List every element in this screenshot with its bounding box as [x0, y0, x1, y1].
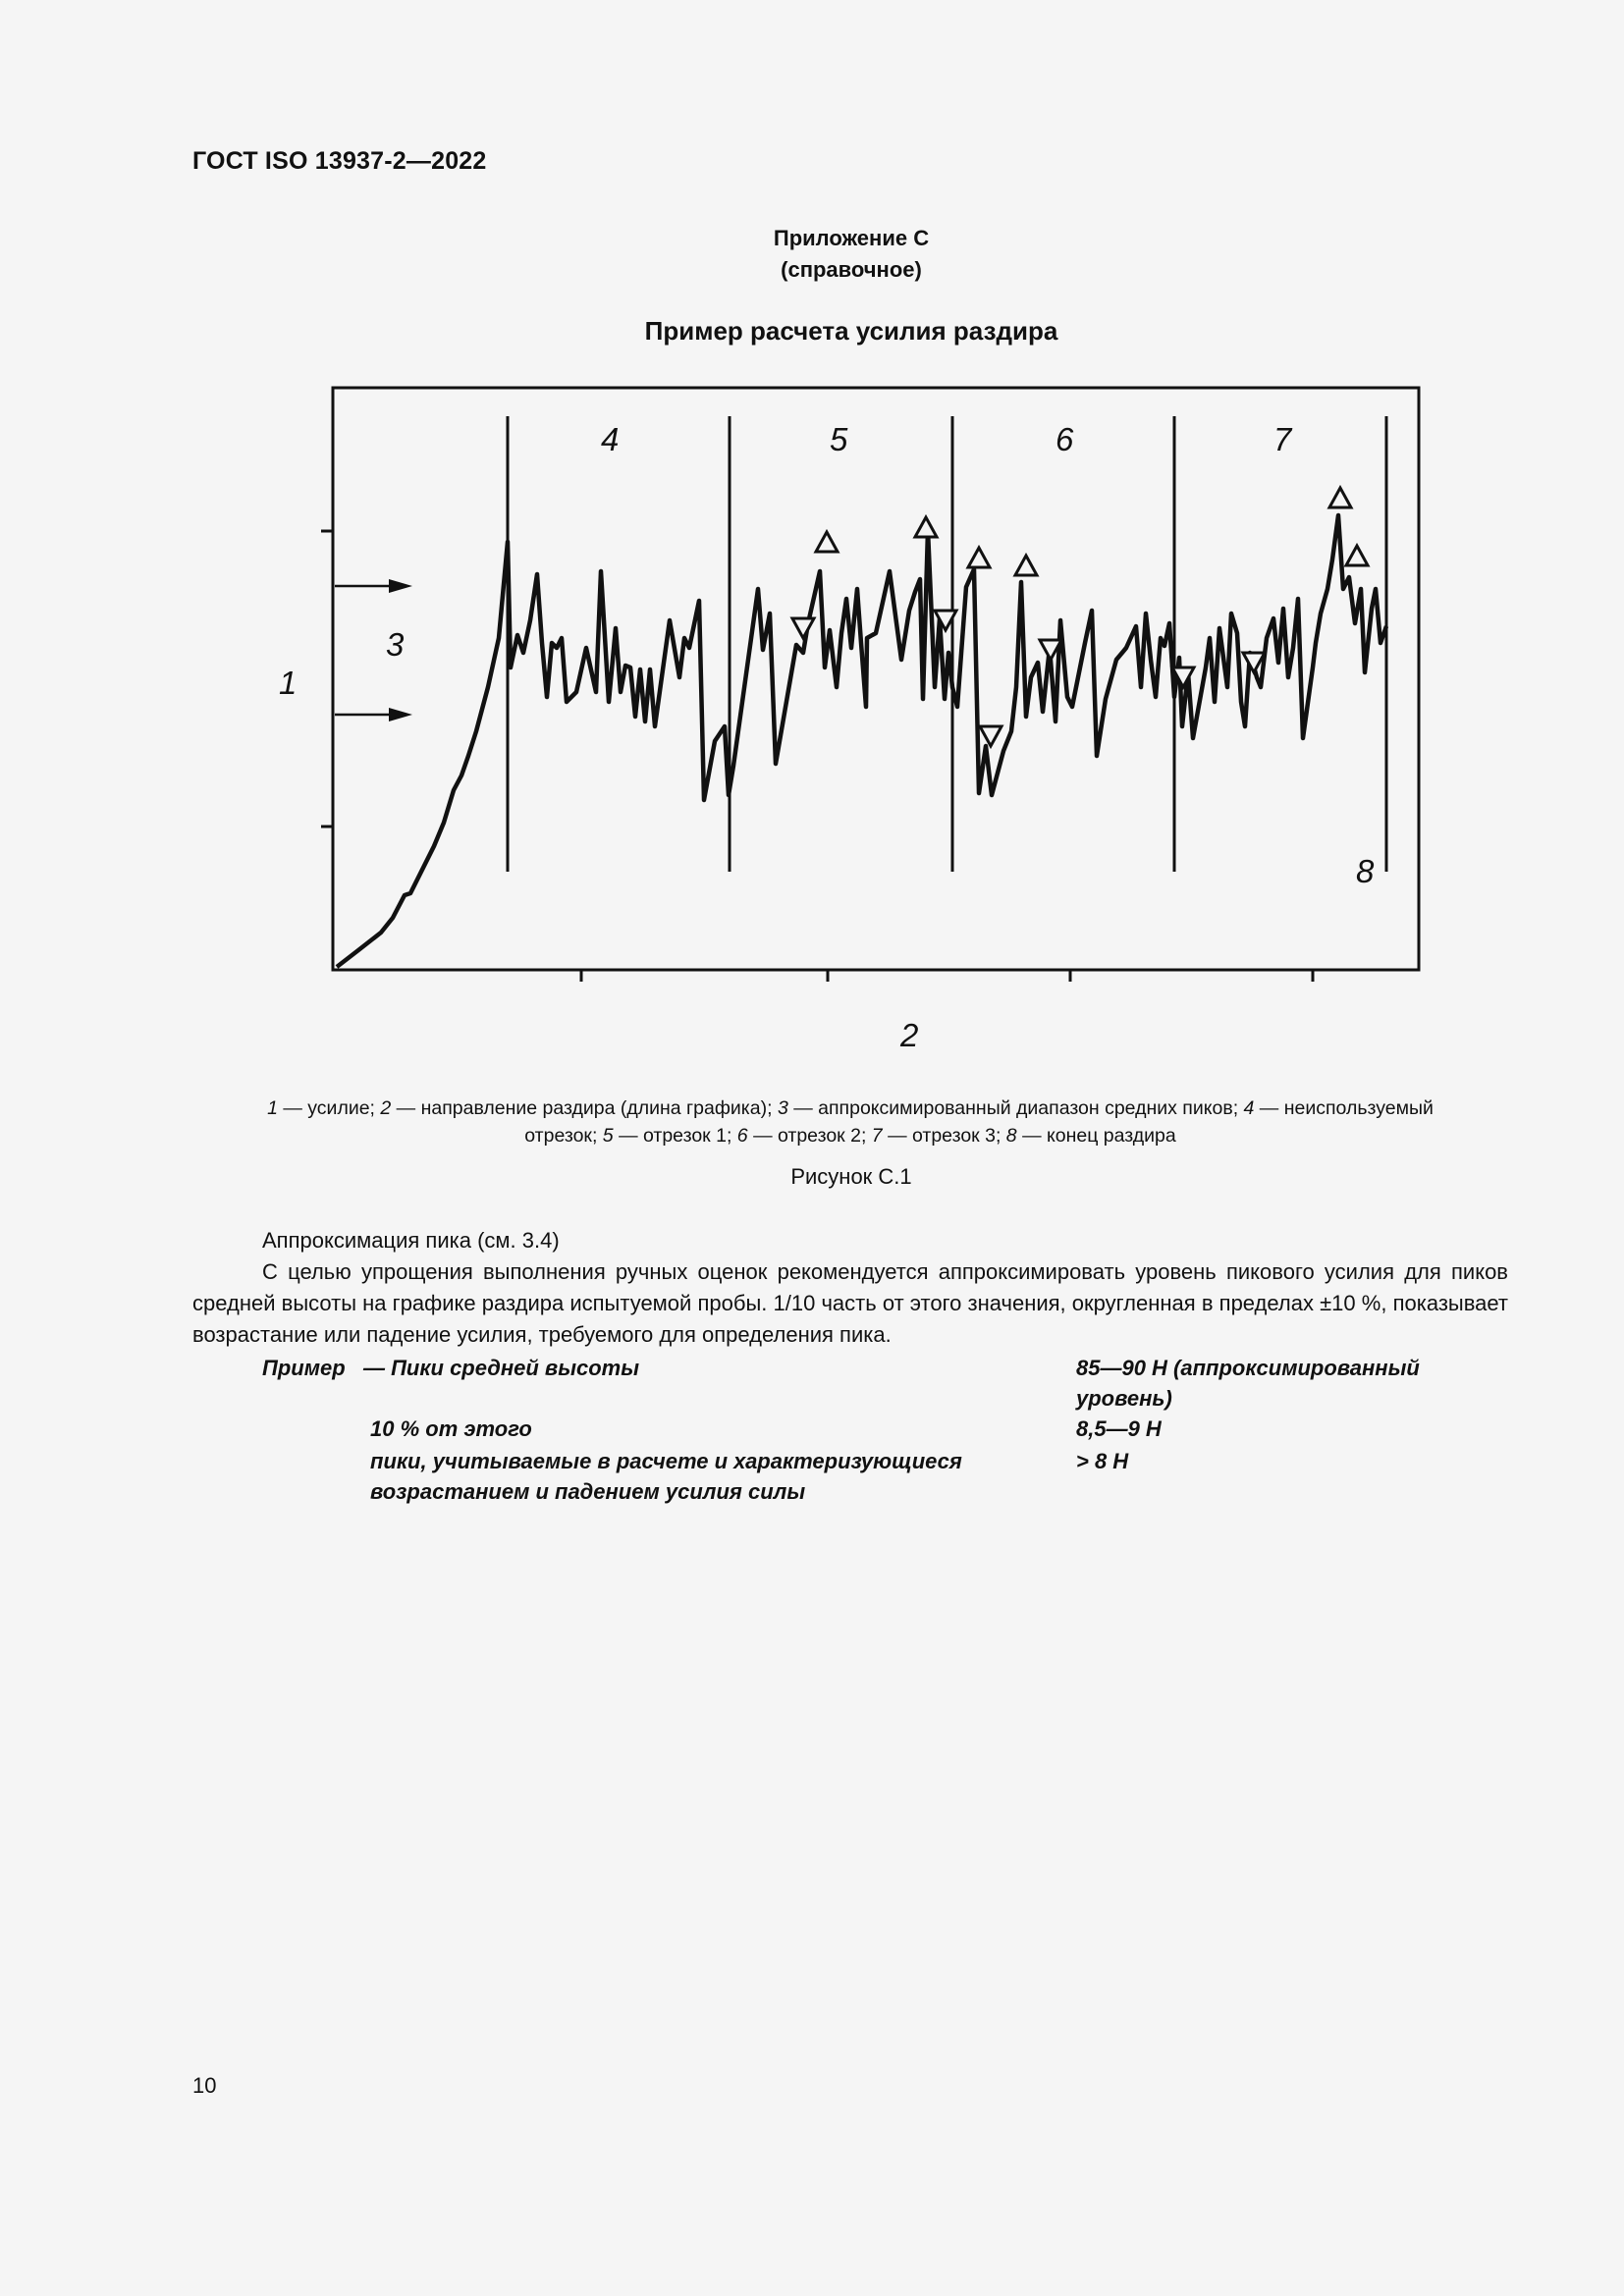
trough-marker	[792, 618, 814, 638]
callout-5: 5	[830, 421, 848, 457]
force-curve	[337, 515, 1386, 967]
example-row1-right: 85—90 Н (аппроксимированный уровень)	[1076, 1356, 1420, 1411]
legend-text: — неиспользуемый	[1254, 1097, 1434, 1119]
legend-text: отрезок;	[524, 1125, 603, 1147]
callout-4: 4	[601, 421, 620, 457]
page-number: 10	[192, 2073, 217, 2098]
legend-text: — отрезок 2;	[747, 1125, 872, 1147]
peak-marker	[1346, 546, 1368, 565]
document-code: ГОСТ ISO 13937-2—2022	[192, 147, 487, 175]
legend-text: — отрезок 1;	[613, 1125, 737, 1147]
example-row2-right: 8,5—9 Н	[1076, 1416, 1162, 1441]
section-title: Пример расчета усилия раздира	[644, 316, 1058, 346]
peak-marker	[1015, 556, 1037, 575]
legend-num: 7	[871, 1125, 883, 1147]
legend-num: 1	[267, 1097, 278, 1119]
peak-marker	[1329, 488, 1351, 507]
peak-marker	[968, 548, 990, 567]
legend-num: 5	[602, 1125, 614, 1147]
paragraph-reference: Аппроксимация пика (см. 3.4)	[262, 1228, 560, 1253]
legend-num: 6	[736, 1125, 748, 1147]
legend-num: 3	[777, 1097, 788, 1119]
legend-num: 8	[1005, 1125, 1017, 1147]
example-row2-left: 10 % от этого	[370, 1416, 532, 1441]
example-row1-left: — Пики средней высоты	[363, 1356, 640, 1380]
appendix-status: (справочное)	[781, 257, 922, 282]
paragraph-body: С целью упрощения выполнения ручных оценок рекомендуется аппроксимировать уровень пикового усилия для пиков средней высоты на графике раздира испытуемой пробы. 1/10 часть от этого значения, округленная в пределах ±10 %, показывает возрастание или падение усилия, требуемого для определения пика.	[192, 1259, 1508, 1347]
figure-legend	[192, 1095, 1508, 1149]
callout-8: 8	[1356, 853, 1375, 889]
callout-3: 3	[386, 626, 405, 663]
trough-marker	[980, 726, 1001, 746]
callout-6: 6	[1056, 421, 1074, 457]
peak-marker	[816, 532, 838, 552]
example-label: Пример	[262, 1356, 346, 1380]
range-arrow-lower-head	[389, 708, 412, 721]
legend-num: 4	[1243, 1097, 1255, 1119]
legend-text: — конец раздира	[1016, 1125, 1176, 1147]
callout-1: 1	[279, 665, 298, 701]
legend-text: — отрезок 3;	[882, 1125, 1006, 1147]
range-arrow-upper-head	[389, 579, 412, 593]
legend-num: 2	[380, 1097, 392, 1119]
legend-text: — направление раздира (длина графика);	[391, 1097, 778, 1119]
callout-2: 2	[900, 1017, 919, 1053]
tear-force-figure	[0, 0, 1624, 1080]
legend-text: — аппроксимированный диапазон средних пиков;	[787, 1097, 1244, 1119]
appendix-title: Приложение С	[773, 226, 930, 250]
callout-7: 7	[1273, 421, 1292, 457]
example-row3-left: пики, учитываемые в расчете и характеризующиеся возрастанием и падением усилия силы	[370, 1449, 962, 1504]
legend-text: — усилие;	[277, 1097, 381, 1119]
example-row3-right: > 8 Н	[1076, 1449, 1129, 1473]
peak-marker	[915, 517, 937, 537]
figure-caption: Рисунок С.1	[790, 1164, 912, 1189]
